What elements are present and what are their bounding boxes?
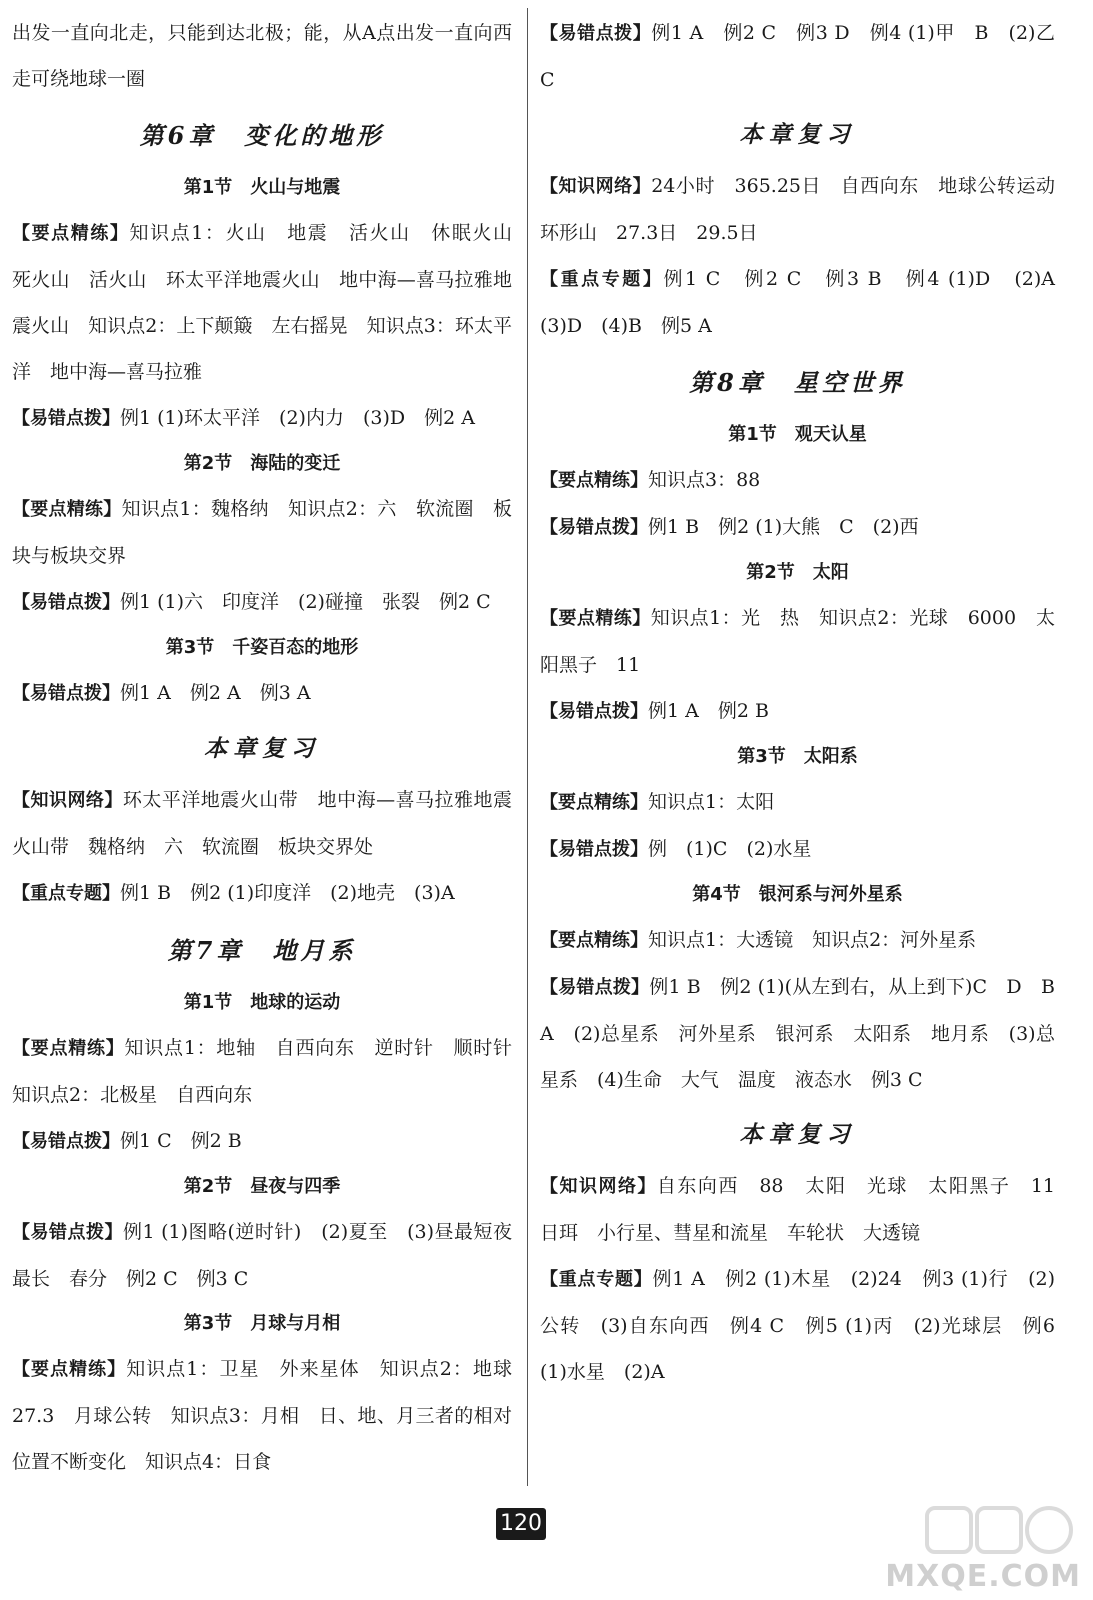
answer-paragraph: 【易错点拨】例1 (1)六 印度洋 (2)碰撞 张裂 例2 C [12, 591, 491, 613]
intro-paragraph: 出发一直向北走，只能到达北极；能，从A点出发一直向西走可绕地球一圈 [12, 22, 512, 90]
chapter-review-title: 本章复习 [739, 121, 856, 148]
chapter-8-title: 第8章 星空世界 [689, 368, 906, 397]
answer-paragraph: 【重点专题】例1 B 例2 (1)印度洋 (2)地壳 (3)A [12, 882, 455, 904]
paragraph-tag: 【易错点拨】 [540, 517, 648, 538]
right-column [540, 10, 1075, 1395]
paragraph-tag: 【要点精练】 [12, 1359, 127, 1380]
section-title: 第2节 昼夜与四季 [183, 1176, 341, 1197]
paragraph-tag: 【要点精练】 [12, 499, 122, 520]
paragraph-tag: 【要点精练】 [12, 223, 130, 244]
answer-paragraph: 【易错点拨】例1 A 例2 A 例3 A [12, 682, 311, 704]
paragraph-tag: 【重点专题】 [540, 269, 664, 290]
answer-paragraph: 【重点专题】例1 C 例2 C 例3 B 例4 (1)D (2)A (3)D (4)B 例5 A [540, 268, 1075, 337]
answer-paragraph: 【知识网络】自东向西 88 太阳 光球 太阳黑子 11 日珥 小行星、彗星和流星 车轮状 大透镜 [540, 1175, 1075, 1244]
left-column [12, 10, 532, 1485]
chapter-review-title: 本章复习 [204, 735, 320, 762]
answer-paragraph: 【要点精练】知识点1：光 热 知识点2：光球 6000 太阳黑子 11 [540, 607, 1055, 676]
answer-paragraph: 【要点精练】知识点1：大透镜 知识点2：河外星系 [540, 929, 977, 951]
paragraph-tag: 【易错点拨】 [12, 1222, 123, 1243]
answer-paragraph: 【易错点拨】例1 A 例2 C 例3 D 例4 (1)甲 B (2)乙 C [540, 22, 1075, 91]
answer-paragraph: 【要点精练】知识点1：地轴 自西向东 逆时针 顺时针 知识点2：北极星 自西向东 [12, 1037, 532, 1106]
answer-paragraph: 【要点精练】知识点1：火山 地震 活火山 休眠火山 死火山 活火山 环太平洋地震火山 地中海—喜马拉雅地震火山 知识点2：上下颠簸 左右摇晃 知识点3：环太平洋 地中海—喜马拉雅 [12, 222, 532, 383]
answer-paragraph: 【要点精练】知识点1：魏格纳 知识点2：六 软流圈 板块与板块交界 [12, 498, 512, 567]
answer-paragraph: 【要点精练】知识点1：卫星 外来星体 知识点2：地球 27.3 月球公转 知识点3：月相 日、地、月三者的相对位置不断变化 知识点4：日食 [12, 1358, 532, 1473]
paragraph-tag: 【知识网络】 [540, 1176, 657, 1197]
paragraph-tag: 【易错点拨】 [12, 683, 120, 704]
answer-paragraph: 【易错点拨】例1 A 例2 B [540, 700, 769, 722]
chapter-review-title: 本章复习 [739, 1121, 856, 1148]
paragraph-tag: 【要点精练】 [540, 470, 648, 491]
paragraph-tag: 【易错点拨】 [540, 839, 648, 860]
chapter-7-title: 第7章 地月系 [167, 936, 357, 965]
answer-paragraph: 【易错点拨】例 (1)C (2)水星 [540, 838, 812, 860]
section-title: 第4节 银河系与河外星系 [692, 884, 903, 905]
section-title: 第1节 地球的运动 [183, 992, 341, 1013]
paragraph-tag: 【易错点拨】 [12, 592, 120, 613]
section-title: 第2节 海陆的变迁 [183, 453, 341, 474]
paragraph-tag: 【要点精练】 [540, 792, 648, 813]
answer-paragraph: 【要点精练】知识点3：88 [540, 469, 761, 491]
paragraph-tag: 【要点精练】 [540, 930, 648, 951]
paragraph-tag: 【知识网络】 [540, 176, 652, 197]
answer-paragraph: 【知识网络】24小时 365.25日 自西向东 地球公转运动 环形山 27.3日 29.5日 [540, 175, 1075, 244]
paragraph-tag: 【要点精练】 [12, 1038, 125, 1059]
paragraph-tag: 【重点专题】 [540, 1269, 653, 1290]
paragraph-tag: 【易错点拨】 [540, 23, 652, 44]
page-number: 120 [496, 1508, 546, 1540]
answer-paragraph: 【重点专题】例1 A 例2 (1)木星 (2)24 例3 (1)行 (2)公转 (3)自东向西 例4 C 例5 (1)丙 (2)光球层 例6 (1)水星 (2)A [540, 1268, 1056, 1383]
paragraph-tag: 【知识网络】 [12, 790, 123, 811]
answer-paragraph: 【易错点拨】例1 (1)环太平洋 (2)内力 (3)D 例2 A [12, 407, 475, 429]
section-title: 第2节 太阳 [746, 562, 849, 583]
answer-paragraph: 【要点精练】知识点1：太阳 [540, 791, 775, 813]
section-title: 第3节 千姿百态的地形 [165, 637, 359, 658]
paragraph-tag: 【易错点拨】 [540, 977, 650, 998]
answer-paragraph: 【易错点拨】例1 B 例2 (1)大熊 C (2)西 [540, 516, 919, 538]
paragraph-tag: 【重点专题】 [12, 883, 120, 904]
watermark-text: MXQE.COM [885, 1559, 1081, 1594]
section-title: 第3节 太阳系 [737, 746, 858, 767]
paragraph-tag: 【易错点拨】 [12, 1131, 120, 1152]
paragraph-tag: 【要点精练】 [540, 608, 651, 629]
answer-paragraph: 【易错点拨】例1 B 例2 (1)(从左到右，从上到下)C D B A (2)总星系 河外星系 银河系 太阳系 地月系 (3)总星系 (4)生命 大气 温度 液态水 例3 C [540, 976, 1075, 1091]
paragraph-tag: 【易错点拨】 [540, 701, 648, 722]
section-title: 第1节 火山与地震 [183, 177, 341, 198]
chapter-6-title: 第6章 变化的地形 [139, 121, 385, 150]
watermark-logo-icon [925, 1504, 1075, 1556]
watermark [885, 1504, 1085, 1594]
answer-paragraph: 【易错点拨】例1 C 例2 B [12, 1130, 242, 1152]
section-title: 第1节 观天认星 [728, 424, 867, 445]
answer-paragraph: 【知识网络】环太平洋地震火山带 地中海—喜马拉雅地震火山带 魏格纳 六 软流圈 板块交界处 [12, 789, 512, 858]
paragraph-tag: 【易错点拨】 [12, 408, 120, 429]
section-title: 第3节 月球与月相 [183, 1313, 341, 1334]
answer-paragraph: 【易错点拨】例1 (1)图略(逆时针) (2)夏至 (3)昼最短夜最长 春分 例2 C 例3 C [12, 1221, 512, 1290]
